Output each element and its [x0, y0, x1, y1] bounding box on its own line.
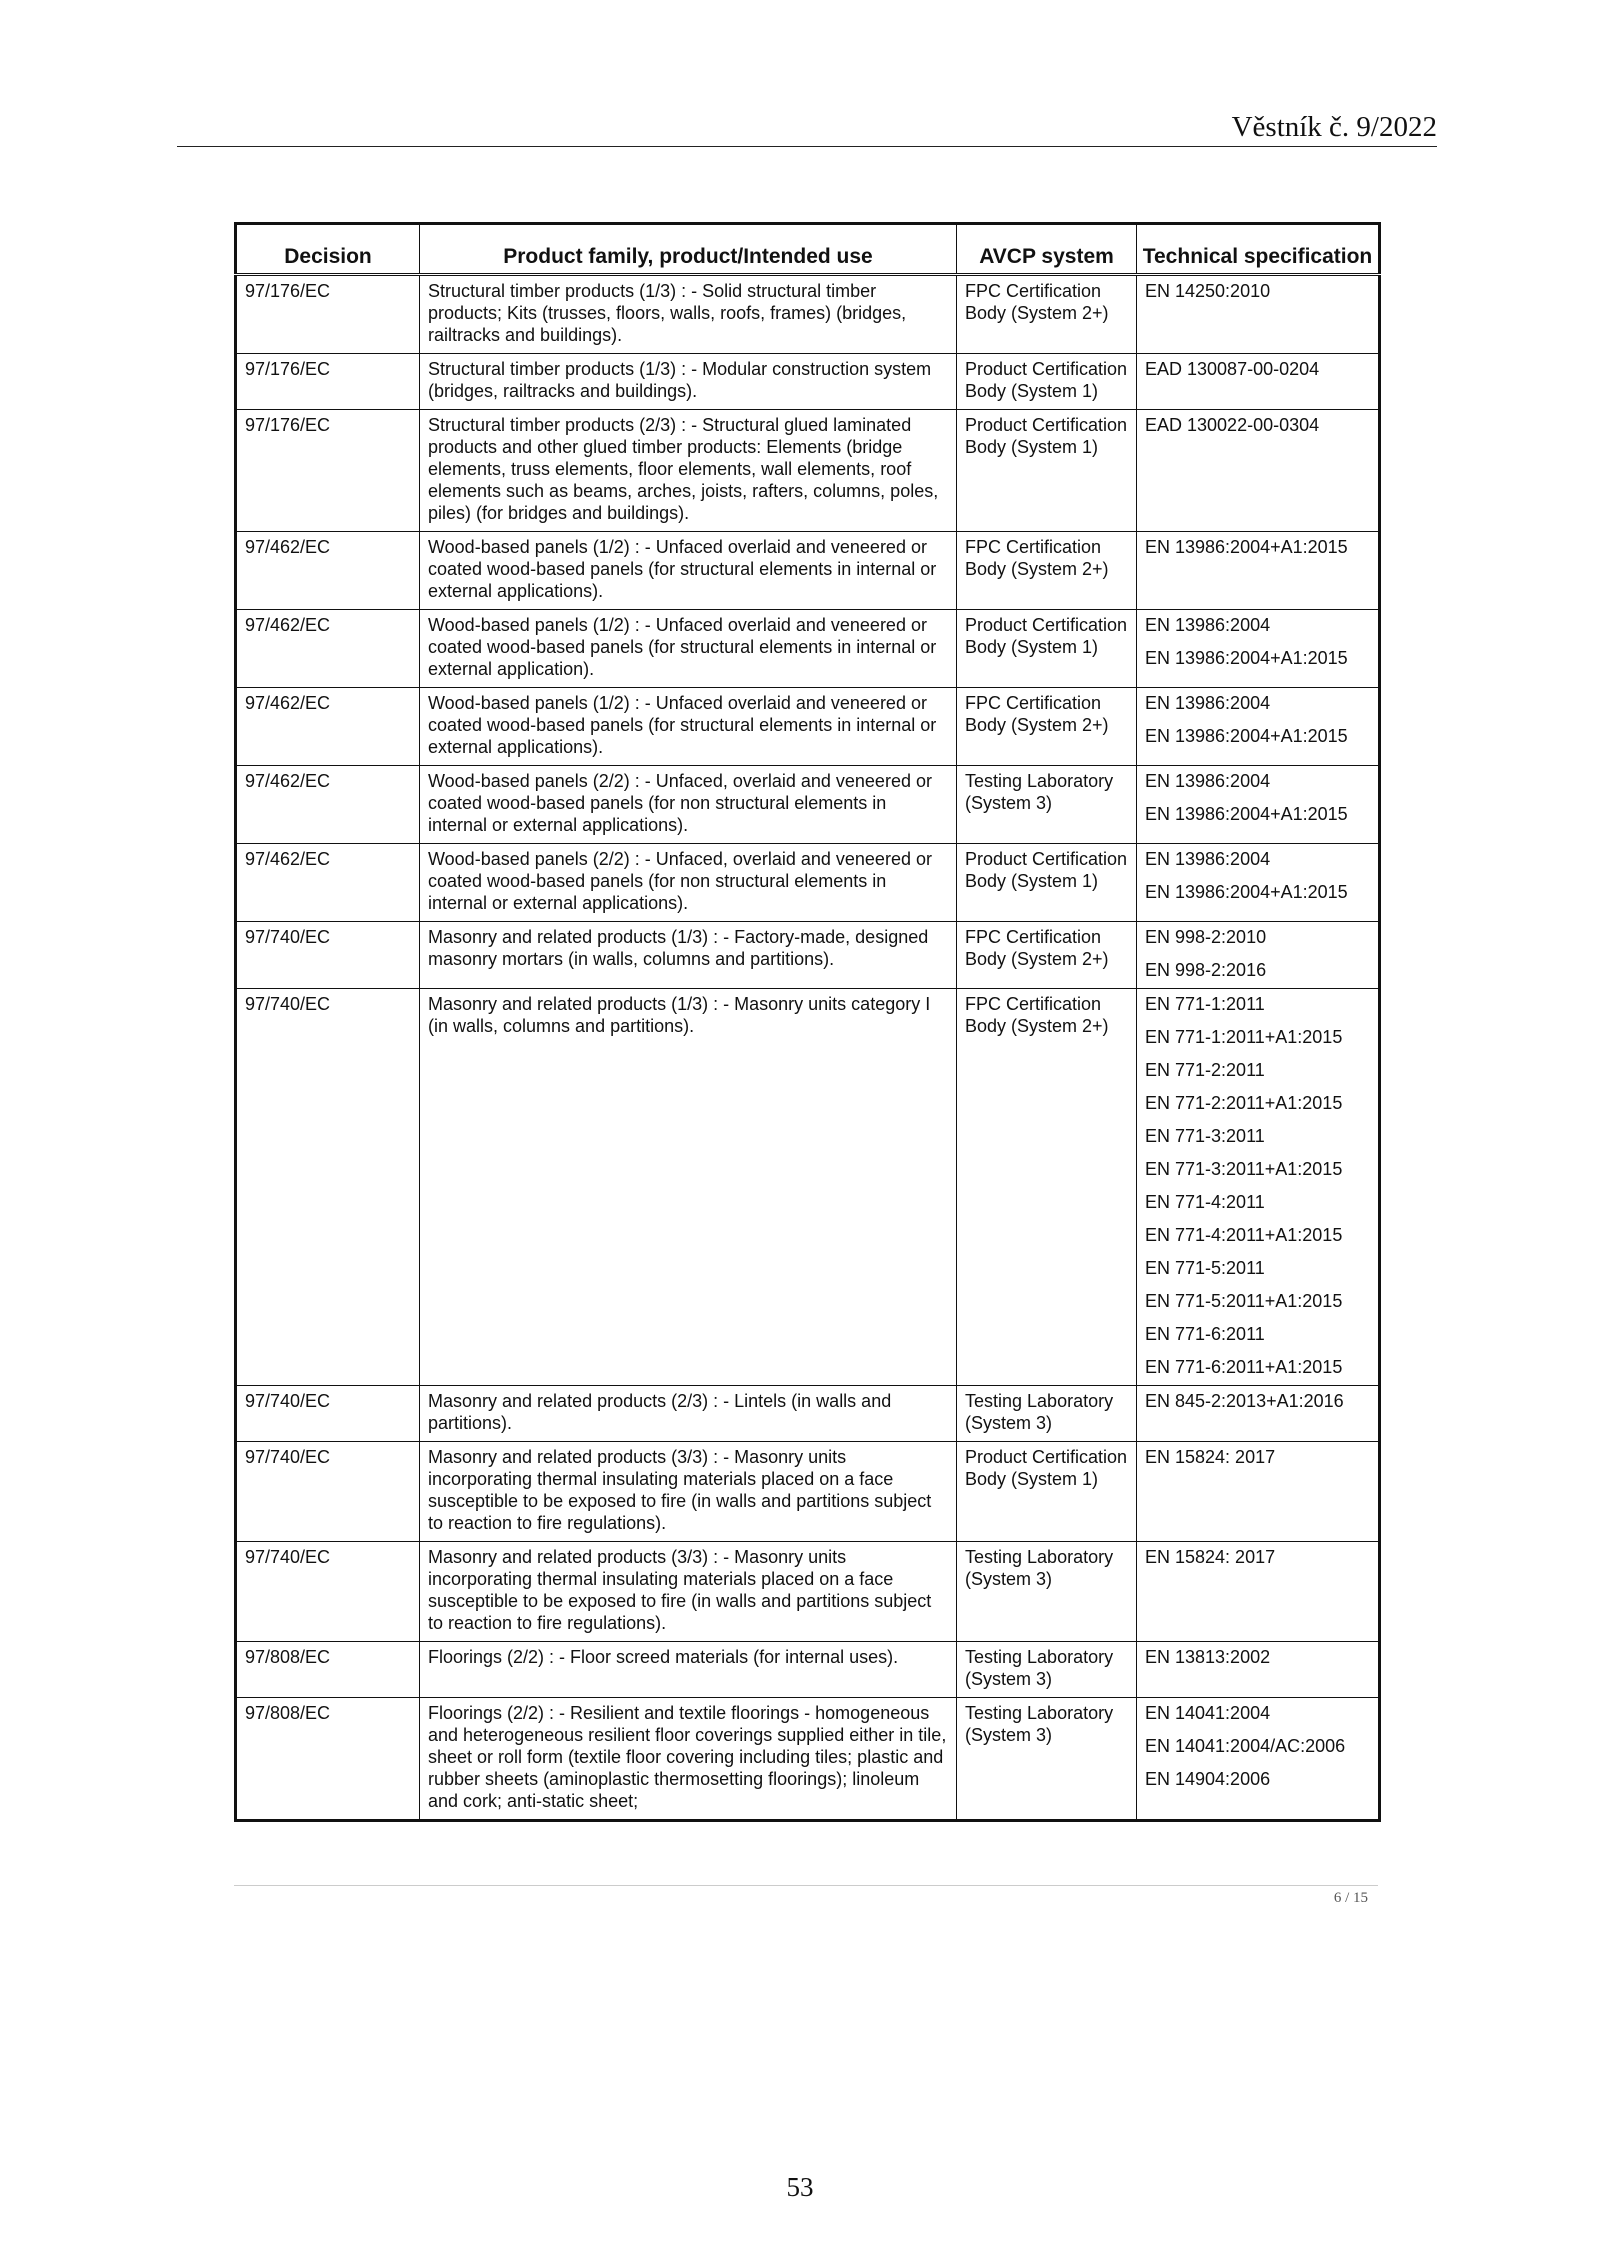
- specification-cell: [1137, 922, 1380, 989]
- specification-cell: [1137, 1542, 1380, 1642]
- specification-item: EN 771-6:2011: [1145, 1324, 1265, 1344]
- decision-cell: 97/176/EC: [236, 275, 420, 354]
- avcp-cell: FPC Certification Body (System 2+): [957, 922, 1137, 989]
- decision-cell: 97/462/EC: [236, 766, 420, 844]
- page-of-total: 6 / 15: [1333, 1890, 1368, 1906]
- avcp-cell: FPC Certification Body (System 2+): [957, 275, 1137, 354]
- table-row: [236, 766, 1380, 844]
- column-header-specification: Technical specification: [1137, 224, 1380, 275]
- decision-cell: 97/462/EC: [236, 610, 420, 688]
- decision-cell: 97/176/EC: [236, 410, 420, 532]
- product-cell: Wood-based panels (2/2) : - Unfaced, overlaid and veneered or coated wood-based panels (for non structural elements in internal or external applications).: [420, 766, 957, 844]
- product-cell: Wood-based panels (1/2) : - Unfaced overlaid and veneered or coated wood-based panels (for structural elements in internal or external applications).: [420, 532, 957, 610]
- specification-cell: [1137, 1442, 1380, 1542]
- specification-item: EN 998-2:2010: [1145, 927, 1267, 947]
- product-cell: Wood-based panels (2/2) : - Unfaced, overlaid and veneered or coated wood-based panels (for non structural elements in internal or external applications).: [420, 844, 957, 922]
- specification-item: EN 771-2:2011+A1:2015: [1145, 1093, 1343, 1113]
- table-row: [236, 922, 1380, 989]
- specification-item: EN 15824: 2017: [1145, 1547, 1276, 1567]
- footer-divider: [234, 1885, 1378, 1886]
- specification-item: EN 771-4:2011+A1:2015: [1145, 1225, 1343, 1245]
- table-row: [236, 844, 1380, 922]
- product-cell: Structural timber products (1/3) : - Solid structural timber products; Kits (trusses, floors, walls, roofs, frames) (bridges, railtracks and buildings).: [420, 275, 957, 354]
- decision-cell: 97/740/EC: [236, 989, 420, 1386]
- table-row: [236, 688, 1380, 766]
- specification-item: EN 13986:2004+A1:2015: [1145, 804, 1348, 824]
- decision-cell: 97/740/EC: [236, 1386, 420, 1442]
- specification-item: EN 14904:2006: [1145, 1769, 1271, 1789]
- specification-item: EN 13986:2004: [1145, 615, 1271, 635]
- specification-item: EN 15824: 2017: [1145, 1447, 1276, 1467]
- specification-item: EN 13986:2004+A1:2015: [1145, 648, 1348, 668]
- specification-item: EAD 130087-00-0204: [1145, 359, 1320, 379]
- decision-cell: 97/462/EC: [236, 844, 420, 922]
- decision-cell: 97/462/EC: [236, 688, 420, 766]
- journal-title: Věstník č. 9/2022: [1231, 111, 1437, 143]
- avcp-cell: Product Certification Body (System 1): [957, 410, 1137, 532]
- specification-item: EN 771-3:2011: [1145, 1126, 1265, 1146]
- specification-item: EN 771-1:2011+A1:2015: [1145, 1027, 1343, 1047]
- page-number: 53: [786, 2172, 814, 2202]
- decision-cell: 97/740/EC: [236, 922, 420, 989]
- product-cell: Structural timber products (2/3) : - Structural glued laminated products and other glued timber products: Elements (bridge elements, truss elements, floor elements, wall elements, roof elements such as beams, arches, joists, rafters, columns, poles, piles) (for bridges and buildings).: [420, 410, 957, 532]
- decisions-table: [234, 222, 1381, 1822]
- avcp-cell: Product Certification Body (System 1): [957, 354, 1137, 410]
- avcp-cell: Product Certification Body (System 1): [957, 844, 1137, 922]
- decisions-table-container: [234, 222, 1378, 1822]
- specification-cell: [1137, 410, 1380, 532]
- specification-cell: [1137, 989, 1380, 1386]
- specification-cell: [1137, 275, 1380, 354]
- table-header-row: [236, 224, 1380, 275]
- avcp-cell: Testing Laboratory (System 3): [957, 1642, 1137, 1698]
- table-row: [236, 410, 1380, 532]
- table-row: [236, 1698, 1380, 1821]
- product-cell: Wood-based panels (1/2) : - Unfaced overlaid and veneered or coated wood-based panels (for structural elements in internal or external applications).: [420, 688, 957, 766]
- avcp-cell: FPC Certification Body (System 2+): [957, 989, 1137, 1386]
- avcp-cell: FPC Certification Body (System 2+): [957, 532, 1137, 610]
- table-row: [236, 1642, 1380, 1698]
- specification-item: EN 771-4:2011: [1145, 1192, 1265, 1212]
- decision-cell: 97/176/EC: [236, 354, 420, 410]
- decision-cell: 97/740/EC: [236, 1542, 420, 1642]
- specification-cell: [1137, 1642, 1380, 1698]
- specification-item: EN 13986:2004+A1:2015: [1145, 726, 1348, 746]
- product-cell: Masonry and related products (3/3) : - Masonry units incorporating thermal insulating materials placed on a face susceptible to be exposed to fire (in walls and partitions subject to reaction to fire regulations).: [420, 1542, 957, 1642]
- specification-item: EN 13986:2004: [1145, 693, 1271, 713]
- product-cell: Masonry and related products (1/3) : - Factory-made, designed masonry mortars (in walls, columns and partitions).: [420, 922, 957, 989]
- column-header-product: Product family, product/Intended use: [420, 224, 957, 275]
- specification-item: EN 14250:2010: [1145, 281, 1271, 301]
- specification-cell: [1137, 354, 1380, 410]
- decision-cell: 97/462/EC: [236, 532, 420, 610]
- avcp-cell: Testing Laboratory (System 3): [957, 1698, 1137, 1821]
- decision-cell: 97/740/EC: [236, 1442, 420, 1542]
- table-row: [236, 1386, 1380, 1442]
- column-header-avcp: AVCP system: [957, 224, 1137, 275]
- table-row: [236, 610, 1380, 688]
- specification-item: EN 845-2:2013+A1:2016: [1145, 1391, 1344, 1411]
- specification-item: EN 771-2:2011: [1145, 1060, 1265, 1080]
- specification-item: EN 14041:2004/AC:2006: [1145, 1736, 1346, 1756]
- table-row: [236, 1542, 1380, 1642]
- specification-item: EN 771-5:2011+A1:2015: [1145, 1291, 1343, 1311]
- specification-item: EN 14041:2004: [1145, 1703, 1271, 1723]
- product-cell: Structural timber products (1/3) : - Modular construction system (bridges, railtracks and buildings).: [420, 354, 957, 410]
- specification-item: EN 998-2:2016: [1145, 960, 1267, 980]
- specification-item: EN 13986:2004+A1:2015: [1145, 537, 1348, 557]
- product-cell: Floorings (2/2) : - Floor screed materials (for internal uses).: [420, 1642, 957, 1698]
- decision-cell: 97/808/EC: [236, 1642, 420, 1698]
- product-cell: Masonry and related products (2/3) : - Lintels (in walls and partitions).: [420, 1386, 957, 1442]
- specification-item: EN 771-5:2011: [1145, 1258, 1265, 1278]
- specification-item: EN 13986:2004: [1145, 771, 1271, 791]
- column-header-decision: Decision: [236, 224, 420, 275]
- product-cell: Masonry and related products (1/3) : - Masonry units category I (in walls, columns and partitions).: [420, 989, 957, 1386]
- table-row: [236, 1442, 1380, 1542]
- avcp-cell: Testing Laboratory (System 3): [957, 1386, 1137, 1442]
- table-body: [236, 275, 1380, 1821]
- product-cell: Wood-based panels (1/2) : - Unfaced overlaid and veneered or coated wood-based panels (for structural elements in internal or external application).: [420, 610, 957, 688]
- header-divider: [177, 146, 1437, 147]
- specification-item: EN 13986:2004: [1145, 849, 1271, 869]
- avcp-cell: FPC Certification Body (System 2+): [957, 688, 1137, 766]
- specification-cell: [1137, 532, 1380, 610]
- specification-cell: [1137, 766, 1380, 844]
- specification-cell: [1137, 844, 1380, 922]
- specification-cell: [1137, 610, 1380, 688]
- specification-item: EN 13813:2002: [1145, 1647, 1271, 1667]
- decision-cell: 97/808/EC: [236, 1698, 420, 1821]
- avcp-cell: Testing Laboratory (System 3): [957, 1542, 1137, 1642]
- specification-item: EN 771-3:2011+A1:2015: [1145, 1159, 1343, 1179]
- specification-item: EN 13986:2004+A1:2015: [1145, 882, 1348, 902]
- avcp-cell: Product Certification Body (System 1): [957, 1442, 1137, 1542]
- specification-item: EN 771-1:2011: [1145, 994, 1265, 1014]
- specification-item: EN 771-6:2011+A1:2015: [1145, 1357, 1343, 1377]
- product-cell: Floorings (2/2) : - Resilient and textile floorings - homogeneous and heterogeneous resilient floor coverings supplied either in tile, sheet or roll form (textile floor covering including tiles; plastic and rubber sheets (aminoplastic thermosetting floorings); linoleum and cork; anti-static sheet;: [420, 1698, 957, 1821]
- table-row: [236, 989, 1380, 1386]
- table-row: [236, 275, 1380, 354]
- avcp-cell: Testing Laboratory (System 3): [957, 766, 1137, 844]
- specification-item: EAD 130022-00-0304: [1145, 415, 1320, 435]
- avcp-cell: Product Certification Body (System 1): [957, 610, 1137, 688]
- product-cell: Masonry and related products (3/3) : - Masonry units incorporating thermal insulating materials placed on a face susceptible to be exposed to fire (in walls and partitions subject to reaction to fire regulations).: [420, 1442, 957, 1542]
- specification-cell: [1137, 1698, 1380, 1821]
- specification-cell: [1137, 688, 1380, 766]
- table-row: [236, 532, 1380, 610]
- specification-cell: [1137, 1386, 1380, 1442]
- table-row: [236, 354, 1380, 410]
